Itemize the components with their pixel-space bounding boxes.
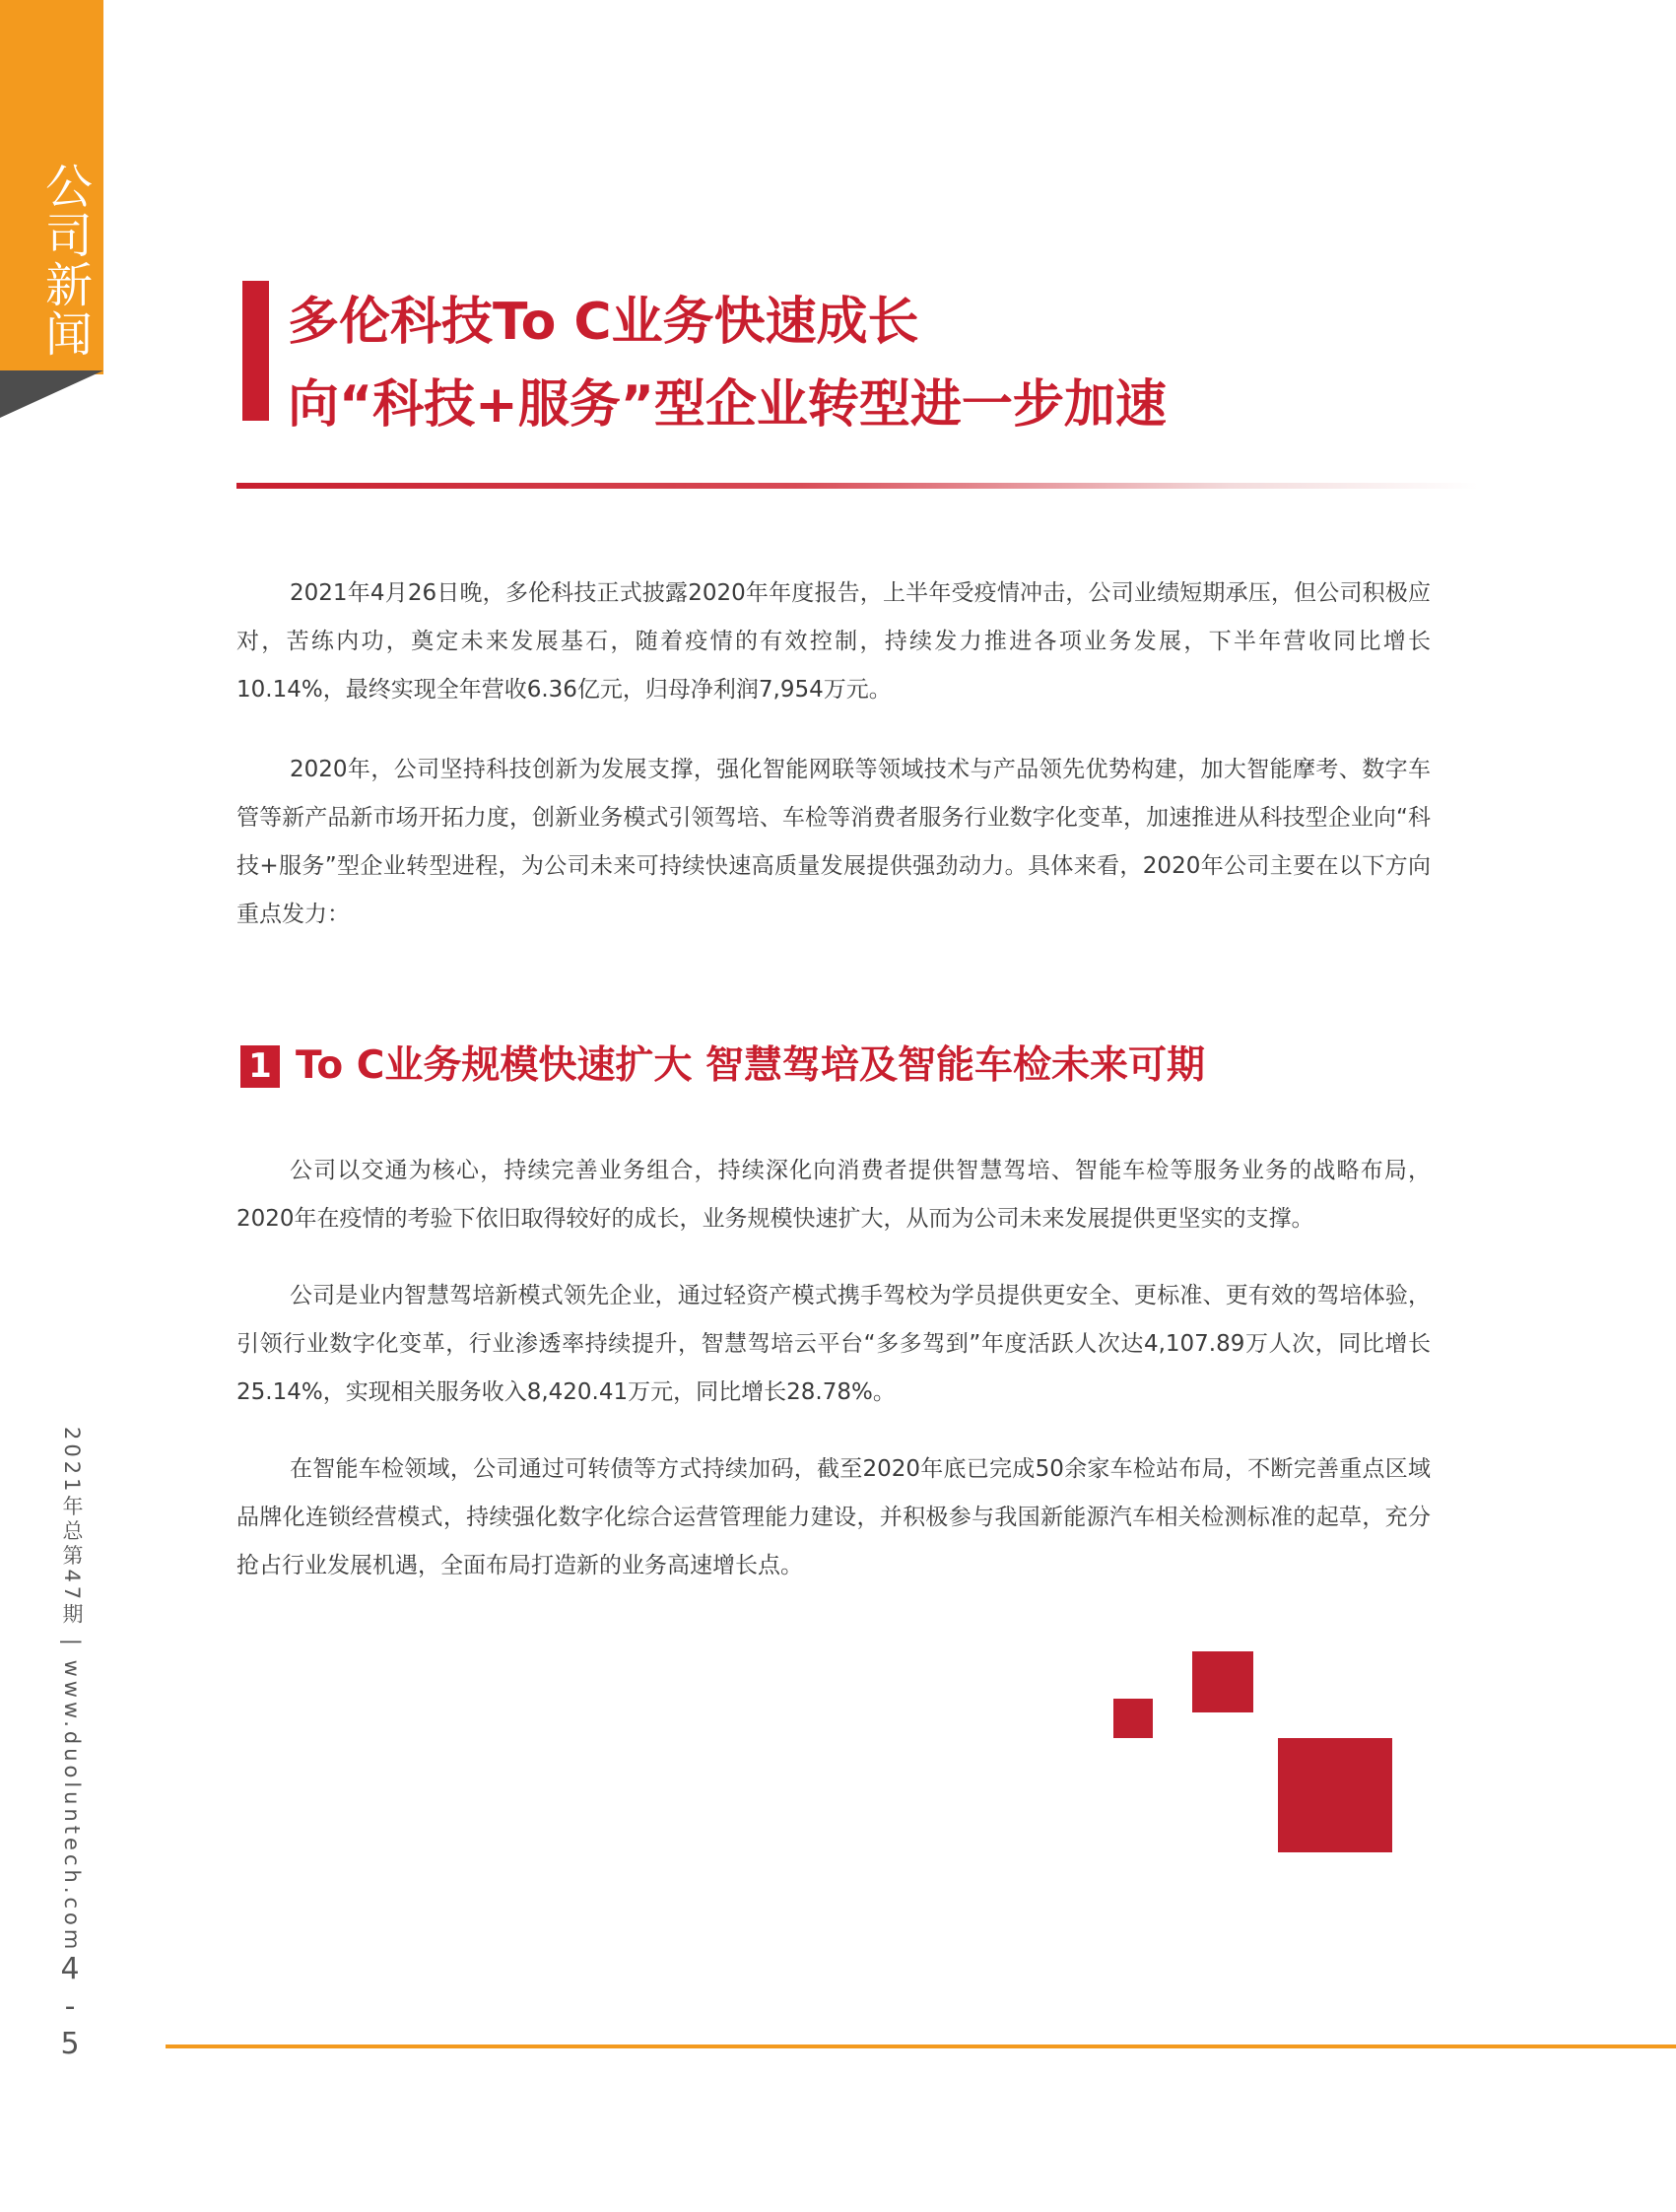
title-line-2: 向“科技+服务”型企业转型进一步加速 xyxy=(288,375,1167,435)
intro-paragraph-1: 2021年4月26日晚，多伦科技正式披露2020年年度报告，上半年受疫情冲击，公司业绩短期承压，但公司积极应对，苦练内功，奠定未来发展基石，随着疫情的有效控制，持续发力推进各项业务发展，下半年营收同比增长10.14%，最终实现全年营收6.36亿元，归母净利润7,954万元。 xyxy=(236,580,1431,703)
side-tab-fold xyxy=(0,370,103,418)
title-divider xyxy=(236,483,1478,489)
section-number-badge: 1 xyxy=(240,1045,280,1088)
decor-square-medium xyxy=(1192,1651,1253,1712)
title-accent-bar xyxy=(242,281,269,421)
intro-paragraph-2: 2020年，公司坚持科技创新为发展支撑，强化智能网联等领域技术与产品领先优势构建，加大智能摩考、数字车管等新产品新市场开拓力度，创新业务模式引领驾培、车检等消费者服务行业数字化变革，加速推进从科技型企业向“科技+服务”型企业转型进程，为公司未来可持续快速高质量发展提供强劲动力。具体来看，2020年公司主要在以下方向重点发力： xyxy=(236,757,1431,927)
article-title xyxy=(288,281,1569,446)
decor-square-small xyxy=(1113,1699,1153,1738)
footer-divider xyxy=(166,2044,1676,2048)
decor-square-large xyxy=(1278,1738,1392,1852)
title-line-1: 多伦科技To C业务快速成长 xyxy=(288,293,919,352)
side-tab-label: 公司新闻 xyxy=(44,160,93,363)
section-heading: To C业务规模快速扩大 智慧驾培及智能车检未来可期 xyxy=(296,1043,1205,1088)
page-numbers: 4 - 5 xyxy=(60,1952,80,2061)
issue-and-website: 2021年总第47期 | www.duoluntech.com xyxy=(60,1427,84,1954)
section-paragraph-3: 在智能车检领域，公司通过可转债等方式持续加码，截至2020年底已完成50余家车检站布局，不断完善重点区域品牌化连锁经营模式，持续强化数字化综合运营管理能力建设，并积极参与我国新能源汽车相关检测标准的起草，充分抢占行业发展机遇，全面布局打造新的业务高速增长点。 xyxy=(236,1456,1431,1578)
section-paragraph-2: 公司是业内智慧驾培新模式领先企业，通过轻资产模式携手驾校为学员提供更安全、更标准、更有效的驾培体验，引领行业数字化变革，行业渗透率持续提升，智慧驾培云平台“多多驾到”年度活跃人次达4,107.89万人次，同比增长25.14%，实现相关服务收入8,420.41万元，同比增长28.78%。 xyxy=(236,1283,1431,1405)
section-paragraph-1: 公司以交通为核心，持续完善业务组合，持续深化向消费者提供智慧驾培、智能车检等服务业务的战略布局，2020年在疫情的考验下依旧取得较好的成长，业务规模快速扩大，从而为公司未来发展提供更坚实的支撑。 xyxy=(236,1158,1431,1232)
